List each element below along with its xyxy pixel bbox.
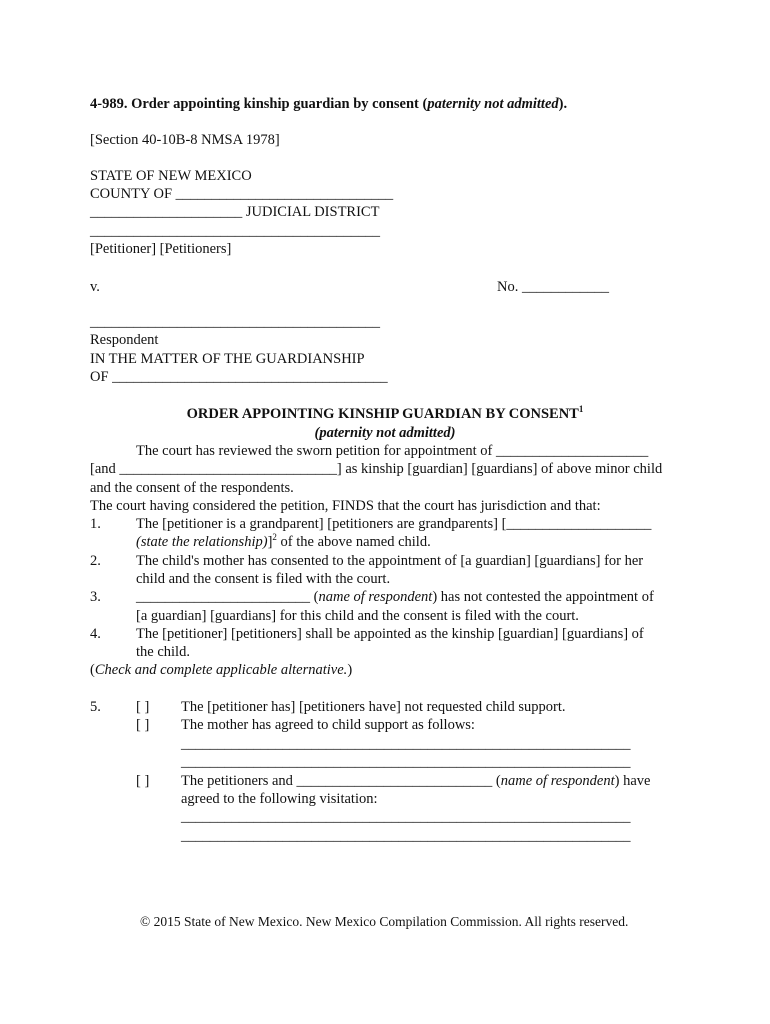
order-title	[0, 405, 770, 423]
section-reference: [Section 40-10B-8 NMSA 1978]	[90, 132, 280, 148]
respondent-line: ________________________________________	[90, 314, 380, 330]
caption-state: STATE OF NEW MEXICO	[90, 168, 252, 184]
petitioner-line: ________________________________________	[90, 223, 380, 239]
finding-3-end: ) has not contested the appointment of	[432, 589, 654, 605]
option-2: The mother has agreed to child support as follows:	[181, 717, 475, 733]
heading-number: 4-989. Order appointing kinship guardian by consent (	[90, 96, 428, 112]
heading-end: ).	[558, 96, 568, 112]
caption-respondent: Respondent	[90, 332, 159, 348]
item-5-num: 5.	[90, 699, 101, 715]
option-3-line-2: agreed to the following visitation:	[181, 791, 378, 807]
instruction-close: )	[347, 662, 353, 678]
caption-county: COUNTY OF ______________________________	[90, 186, 394, 202]
instruction	[90, 661, 352, 679]
option-3-italic: name of respondent	[500, 773, 615, 789]
finding-4-line-2: the child.	[136, 644, 190, 660]
case-number: No. ____________	[497, 279, 609, 295]
findings-intro: The court having considered the petition, FINDS that the court has jurisdiction and that:	[90, 498, 601, 514]
caption-versus: v.	[90, 279, 100, 295]
caption-district: _____________________ JUDICIAL DISTRICT	[90, 204, 380, 220]
finding-1-line-2	[136, 533, 431, 551]
footnote-ref-1: 1	[578, 404, 584, 415]
option-3-text: The petitioners and ___________________________ (	[181, 773, 501, 789]
finding-1-bracket: ]	[267, 534, 273, 550]
option-1: The [petitioner has] [petitioners have] not requested child support.	[181, 699, 566, 715]
finding-4-num: 4.	[90, 626, 101, 642]
order-subtitle: (paternity not admitted)	[314, 425, 456, 441]
finding-1-num: 1.	[90, 516, 101, 532]
finding-3-line-2: [a guardian] [guardians] for this child and the consent is filed with the court.	[136, 608, 579, 624]
footnote-ref-2: 2	[272, 532, 277, 543]
heading	[90, 95, 567, 113]
order-title-main: ORDER APPOINTING KINSHIP GUARDIAN BY CONSENT	[186, 406, 579, 422]
body-line-2: [and ______________________________] as kinship [guardian] [guardians] of above minor child	[90, 461, 663, 477]
finding-2-line-1: The child's mother has consented to the appointment of [a guardian] [guardians] for her	[136, 553, 644, 569]
finding-1-italic: (state the relationship)	[136, 534, 268, 550]
support-line-2: ______________________________________________________________	[181, 754, 631, 770]
visitation-line-1: ______________________________________________________________	[181, 809, 631, 825]
checkbox-2[interactable]: [ ]	[136, 717, 150, 733]
finding-1-line-1: The [petitioner is a grandparent] [petitioners are grandparents] [____________________	[136, 516, 652, 532]
support-line-1: ______________________________________________________________	[181, 736, 631, 752]
finding-3-blank: ________________________ (	[136, 589, 319, 605]
instruction-open: (	[90, 662, 95, 678]
footer-copyright: © 2015 State of New Mexico. New Mexico Compilation Commission. All rights reserved.	[140, 914, 629, 929]
caption-matter: IN THE MATTER OF THE GUARDIANSHIP	[90, 351, 365, 367]
checkbox-1[interactable]: [ ]	[136, 699, 150, 715]
finding-4-line-1: The [petitioner] [petitioners] shall be appointed as the kinship [guardian] [guardians] of	[136, 626, 644, 642]
option-3-end: ) have	[614, 773, 651, 789]
visitation-line-2: ______________________________________________________________	[181, 828, 631, 844]
caption-of: OF ______________________________________	[90, 369, 388, 385]
checkbox-3[interactable]: [ ]	[136, 773, 150, 789]
finding-3-italic: name of respondent	[318, 589, 433, 605]
instruction-italic: Check and complete applicable alternative.	[94, 662, 348, 678]
body-line-3: and the consent of the respondents.	[90, 480, 294, 496]
caption-petitioner: [Petitioner] [Petitioners]	[90, 241, 232, 257]
option-3-line-1	[181, 772, 650, 790]
heading-italic: paternity not admitted	[427, 96, 559, 112]
finding-2-num: 2.	[90, 553, 101, 569]
finding-1-end: of the above named child.	[276, 534, 431, 550]
finding-3-num: 3.	[90, 589, 101, 605]
body-line-1: The court has reviewed the sworn petition for appointment of _____________________	[136, 443, 649, 459]
finding-3-line-1	[136, 588, 654, 606]
finding-2-line-2: child and the consent is filed with the court.	[136, 571, 391, 587]
